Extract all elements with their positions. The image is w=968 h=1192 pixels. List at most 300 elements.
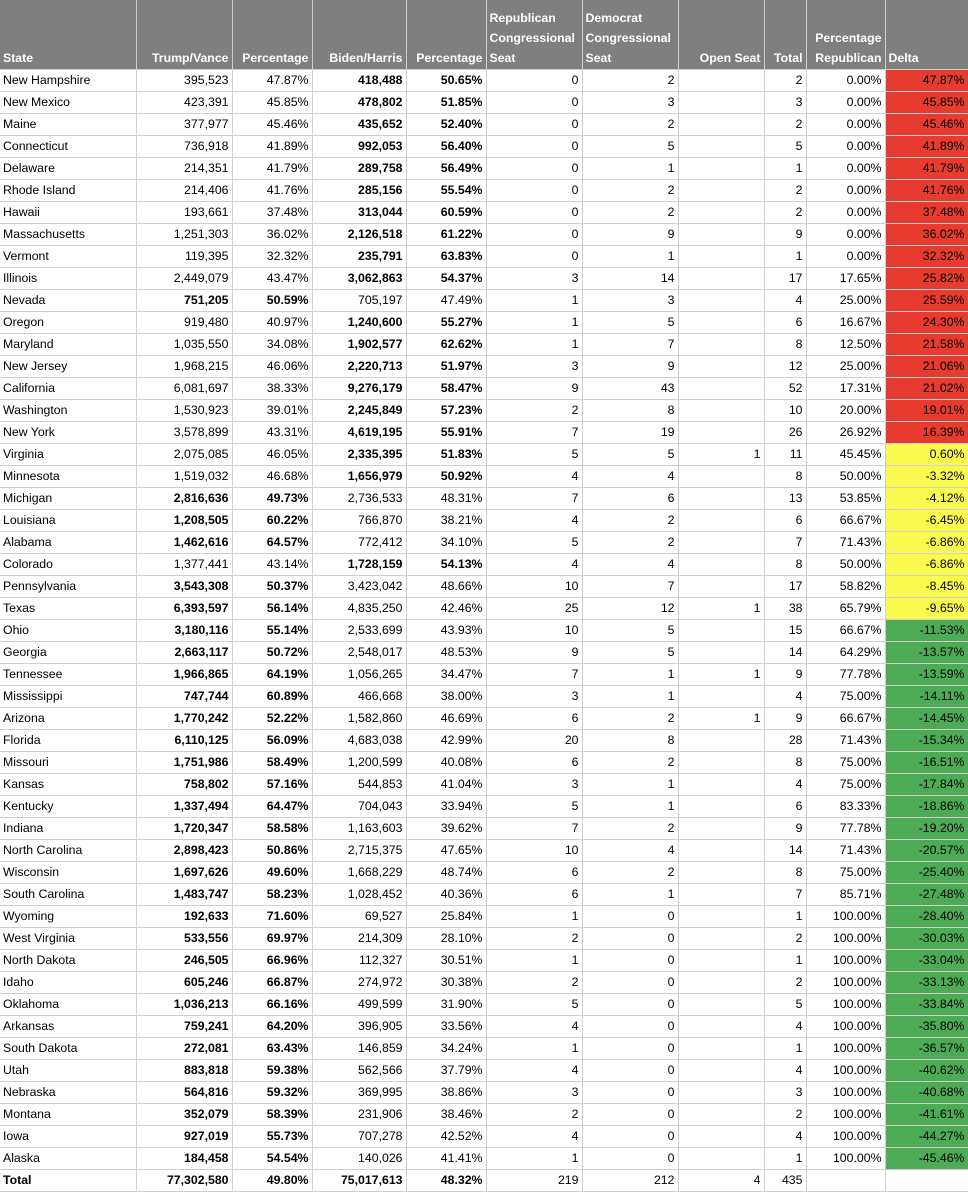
cell-state[interactable]: Rhode Island: [0, 180, 136, 202]
cell-pct-republican[interactable]: 65.79%: [806, 598, 885, 620]
cell-total-seats[interactable]: 38: [764, 598, 806, 620]
cell-delta[interactable]: -6.86%: [885, 554, 968, 576]
cell-dem-seats[interactable]: 9: [582, 356, 678, 378]
cell-dem-seats[interactable]: 0: [582, 994, 678, 1016]
cell-rep-seats[interactable]: 0: [486, 136, 582, 158]
cell-dem-seats[interactable]: 4: [582, 554, 678, 576]
cell-rep-seats[interactable]: 6: [486, 708, 582, 730]
cell-delta[interactable]: 41.79%: [885, 158, 968, 180]
cell-delta[interactable]: 45.85%: [885, 92, 968, 114]
total-trump-pct[interactable]: 49.80%: [232, 1170, 312, 1192]
cell-total-seats[interactable]: 8: [764, 466, 806, 488]
cell-rep-seats[interactable]: 0: [486, 114, 582, 136]
cell-trump-pct[interactable]: 37.48%: [232, 202, 312, 224]
cell-total-seats[interactable]: 1: [764, 1038, 806, 1060]
cell-rep-seats[interactable]: 0: [486, 70, 582, 92]
cell-delta[interactable]: -45.46%: [885, 1148, 968, 1170]
cell-trump-votes[interactable]: 758,802: [136, 774, 232, 796]
cell-dem-seats[interactable]: 3: [582, 290, 678, 312]
cell-biden-pct[interactable]: 50.92%: [406, 466, 486, 488]
cell-total-seats[interactable]: 8: [764, 554, 806, 576]
cell-total-seats[interactable]: 9: [764, 664, 806, 686]
cell-pct-republican[interactable]: 100.00%: [806, 1126, 885, 1148]
cell-delta[interactable]: -14.45%: [885, 708, 968, 730]
cell-biden-votes[interactable]: 544,853: [312, 774, 406, 796]
cell-biden-pct[interactable]: 48.53%: [406, 642, 486, 664]
cell-biden-pct[interactable]: 38.46%: [406, 1104, 486, 1126]
cell-open-seats[interactable]: [678, 1038, 764, 1060]
cell-dem-seats[interactable]: 2: [582, 114, 678, 136]
cell-trump-pct[interactable]: 41.79%: [232, 158, 312, 180]
cell-total-seats[interactable]: 6: [764, 312, 806, 334]
cell-rep-seats[interactable]: 7: [486, 664, 582, 686]
cell-dem-seats[interactable]: 1: [582, 686, 678, 708]
cell-trump-pct[interactable]: 66.96%: [232, 950, 312, 972]
cell-total-seats[interactable]: 5: [764, 994, 806, 1016]
cell-rep-seats[interactable]: 7: [486, 488, 582, 510]
cell-biden-pct[interactable]: 48.74%: [406, 862, 486, 884]
cell-trump-votes[interactable]: 1,751,986: [136, 752, 232, 774]
cell-trump-votes[interactable]: 214,351: [136, 158, 232, 180]
cell-state[interactable]: Pennsylvania: [0, 576, 136, 598]
cell-pct-republican[interactable]: 20.00%: [806, 400, 885, 422]
cell-dem-seats[interactable]: 1: [582, 884, 678, 906]
cell-pct-republican[interactable]: 77.78%: [806, 818, 885, 840]
cell-pct-republican[interactable]: 0.00%: [806, 136, 885, 158]
cell-dem-seats[interactable]: 2: [582, 202, 678, 224]
cell-rep-seats[interactable]: 4: [486, 1016, 582, 1038]
cell-delta[interactable]: 47.87%: [885, 70, 968, 92]
cell-rep-seats[interactable]: 1: [486, 334, 582, 356]
cell-biden-pct[interactable]: 40.08%: [406, 752, 486, 774]
cell-delta[interactable]: -18.86%: [885, 796, 968, 818]
cell-delta[interactable]: -6.45%: [885, 510, 968, 532]
cell-open-seats[interactable]: [678, 290, 764, 312]
cell-state[interactable]: California: [0, 378, 136, 400]
cell-rep-seats[interactable]: 4: [486, 510, 582, 532]
cell-trump-pct[interactable]: 58.23%: [232, 884, 312, 906]
cell-pct-republican[interactable]: 100.00%: [806, 906, 885, 928]
cell-open-seats[interactable]: [678, 92, 764, 114]
cell-trump-votes[interactable]: 6,110,125: [136, 730, 232, 752]
cell-biden-votes[interactable]: 772,412: [312, 532, 406, 554]
cell-trump-votes[interactable]: 2,816,636: [136, 488, 232, 510]
cell-state[interactable]: Wisconsin: [0, 862, 136, 884]
cell-rep-seats[interactable]: 0: [486, 158, 582, 180]
cell-biden-votes[interactable]: 2,220,713: [312, 356, 406, 378]
cell-delta[interactable]: -33.84%: [885, 994, 968, 1016]
cell-trump-votes[interactable]: 747,744: [136, 686, 232, 708]
cell-biden-votes[interactable]: 2,533,699: [312, 620, 406, 642]
cell-state[interactable]: Georgia: [0, 642, 136, 664]
cell-delta[interactable]: -41.61%: [885, 1104, 968, 1126]
cell-dem-seats[interactable]: 7: [582, 576, 678, 598]
cell-pct-republican[interactable]: 50.00%: [806, 466, 885, 488]
cell-open-seats[interactable]: [678, 906, 764, 928]
cell-delta[interactable]: 16.39%: [885, 422, 968, 444]
cell-open-seats[interactable]: [678, 642, 764, 664]
cell-total-seats[interactable]: 4: [764, 686, 806, 708]
cell-dem-seats[interactable]: 2: [582, 532, 678, 554]
cell-biden-votes[interactable]: 766,870: [312, 510, 406, 532]
cell-rep-seats[interactable]: 3: [486, 268, 582, 290]
cell-state[interactable]: Minnesota: [0, 466, 136, 488]
cell-total-seats[interactable]: 4: [764, 290, 806, 312]
total-rep-seats[interactable]: 219: [486, 1170, 582, 1192]
cell-open-seats[interactable]: 1: [678, 664, 764, 686]
cell-trump-pct[interactable]: 46.05%: [232, 444, 312, 466]
cell-trump-votes[interactable]: 119,395: [136, 246, 232, 268]
cell-dem-seats[interactable]: 2: [582, 70, 678, 92]
cell-trump-pct[interactable]: 64.19%: [232, 664, 312, 686]
cell-biden-votes[interactable]: 112,327: [312, 950, 406, 972]
cell-rep-seats[interactable]: 4: [486, 466, 582, 488]
cell-rep-seats[interactable]: 2: [486, 972, 582, 994]
cell-state[interactable]: Utah: [0, 1060, 136, 1082]
cell-rep-seats[interactable]: 0: [486, 92, 582, 114]
cell-biden-pct[interactable]: 50.65%: [406, 70, 486, 92]
cell-dem-seats[interactable]: 5: [582, 312, 678, 334]
cell-state[interactable]: Alaska: [0, 1148, 136, 1170]
cell-biden-votes[interactable]: 1,582,860: [312, 708, 406, 730]
cell-rep-seats[interactable]: 0: [486, 180, 582, 202]
cell-biden-pct[interactable]: 54.37%: [406, 268, 486, 290]
cell-total-seats[interactable]: 11: [764, 444, 806, 466]
cell-dem-seats[interactable]: 9: [582, 224, 678, 246]
cell-total-seats[interactable]: 52: [764, 378, 806, 400]
cell-rep-seats[interactable]: 1: [486, 312, 582, 334]
cell-trump-pct[interactable]: 46.06%: [232, 356, 312, 378]
cell-state[interactable]: Maine: [0, 114, 136, 136]
cell-pct-republican[interactable]: 100.00%: [806, 928, 885, 950]
cell-open-seats[interactable]: [678, 378, 764, 400]
cell-state[interactable]: South Carolina: [0, 884, 136, 906]
cell-total-seats[interactable]: 28: [764, 730, 806, 752]
cell-open-seats[interactable]: [678, 136, 764, 158]
cell-trump-votes[interactable]: 272,081: [136, 1038, 232, 1060]
cell-biden-pct[interactable]: 40.36%: [406, 884, 486, 906]
cell-trump-votes[interactable]: 2,663,117: [136, 642, 232, 664]
cell-pct-republican[interactable]: 75.00%: [806, 752, 885, 774]
cell-trump-votes[interactable]: 1,519,032: [136, 466, 232, 488]
cell-delta[interactable]: -40.62%: [885, 1060, 968, 1082]
header-biden-pct[interactable]: Percentage: [406, 0, 486, 70]
cell-biden-votes[interactable]: 562,566: [312, 1060, 406, 1082]
cell-state[interactable]: Missouri: [0, 752, 136, 774]
cell-pct-republican[interactable]: 75.00%: [806, 774, 885, 796]
cell-trump-votes[interactable]: 2,898,423: [136, 840, 232, 862]
cell-pct-republican[interactable]: 0.00%: [806, 70, 885, 92]
cell-open-seats[interactable]: [678, 334, 764, 356]
cell-biden-votes[interactable]: 1,240,600: [312, 312, 406, 334]
cell-trump-pct[interactable]: 58.39%: [232, 1104, 312, 1126]
cell-delta[interactable]: -20.57%: [885, 840, 968, 862]
cell-open-seats[interactable]: 1: [678, 444, 764, 466]
cell-pct-republican[interactable]: 25.00%: [806, 356, 885, 378]
cell-delta[interactable]: -13.57%: [885, 642, 968, 664]
cell-delta[interactable]: -33.04%: [885, 950, 968, 972]
cell-biden-votes[interactable]: 1,902,577: [312, 334, 406, 356]
cell-total-seats[interactable]: 3: [764, 1082, 806, 1104]
cell-biden-pct[interactable]: 31.90%: [406, 994, 486, 1016]
cell-total-seats[interactable]: 4: [764, 774, 806, 796]
cell-biden-pct[interactable]: 61.22%: [406, 224, 486, 246]
cell-total-seats[interactable]: 2: [764, 70, 806, 92]
cell-trump-pct[interactable]: 50.37%: [232, 576, 312, 598]
cell-open-seats[interactable]: [678, 466, 764, 488]
cell-biden-votes[interactable]: 2,335,395: [312, 444, 406, 466]
cell-total-seats[interactable]: 14: [764, 840, 806, 862]
cell-open-seats[interactable]: [678, 840, 764, 862]
cell-state[interactable]: Washington: [0, 400, 136, 422]
cell-open-seats[interactable]: [678, 686, 764, 708]
cell-rep-seats[interactable]: 6: [486, 884, 582, 906]
cell-dem-seats[interactable]: 5: [582, 444, 678, 466]
cell-biden-pct[interactable]: 47.49%: [406, 290, 486, 312]
cell-delta[interactable]: -44.27%: [885, 1126, 968, 1148]
cell-state[interactable]: Arizona: [0, 708, 136, 730]
cell-trump-pct[interactable]: 47.87%: [232, 70, 312, 92]
cell-pct-republican[interactable]: 75.00%: [806, 686, 885, 708]
cell-trump-votes[interactable]: 6,393,597: [136, 598, 232, 620]
cell-rep-seats[interactable]: 9: [486, 642, 582, 664]
cell-biden-pct[interactable]: 57.23%: [406, 400, 486, 422]
cell-delta[interactable]: 25.82%: [885, 268, 968, 290]
cell-dem-seats[interactable]: 5: [582, 620, 678, 642]
cell-total-seats[interactable]: 13: [764, 488, 806, 510]
cell-delta[interactable]: -28.40%: [885, 906, 968, 928]
cell-total-seats[interactable]: 6: [764, 796, 806, 818]
cell-state[interactable]: Nevada: [0, 290, 136, 312]
cell-trump-pct[interactable]: 64.57%: [232, 532, 312, 554]
cell-rep-seats[interactable]: 5: [486, 796, 582, 818]
cell-pct-republican[interactable]: 100.00%: [806, 1082, 885, 1104]
cell-total-seats[interactable]: 1: [764, 246, 806, 268]
cell-biden-votes[interactable]: 466,668: [312, 686, 406, 708]
cell-trump-pct[interactable]: 58.49%: [232, 752, 312, 774]
cell-total-seats[interactable]: 9: [764, 708, 806, 730]
cell-biden-votes[interactable]: 1,028,452: [312, 884, 406, 906]
cell-open-seats[interactable]: [678, 114, 764, 136]
cell-trump-votes[interactable]: 3,578,899: [136, 422, 232, 444]
cell-open-seats[interactable]: [678, 1082, 764, 1104]
cell-biden-pct[interactable]: 55.54%: [406, 180, 486, 202]
cell-rep-seats[interactable]: 3: [486, 774, 582, 796]
cell-trump-votes[interactable]: 395,523: [136, 70, 232, 92]
cell-biden-votes[interactable]: 2,245,849: [312, 400, 406, 422]
cell-open-seats[interactable]: [678, 1126, 764, 1148]
cell-rep-seats[interactable]: 4: [486, 1060, 582, 1082]
cell-biden-pct[interactable]: 51.85%: [406, 92, 486, 114]
cell-open-seats[interactable]: [678, 202, 764, 224]
cell-trump-votes[interactable]: 192,633: [136, 906, 232, 928]
cell-trump-pct[interactable]: 59.38%: [232, 1060, 312, 1082]
cell-dem-seats[interactable]: 0: [582, 950, 678, 972]
cell-biden-pct[interactable]: 47.65%: [406, 840, 486, 862]
cell-trump-pct[interactable]: 58.58%: [232, 818, 312, 840]
cell-open-seats[interactable]: [678, 774, 764, 796]
cell-total-seats[interactable]: 1: [764, 906, 806, 928]
cell-trump-votes[interactable]: 564,816: [136, 1082, 232, 1104]
cell-rep-seats[interactable]: 0: [486, 224, 582, 246]
cell-biden-votes[interactable]: 214,309: [312, 928, 406, 950]
cell-total-seats[interactable]: 1: [764, 950, 806, 972]
cell-open-seats[interactable]: [678, 884, 764, 906]
cell-pct-republican[interactable]: 100.00%: [806, 950, 885, 972]
cell-total-seats[interactable]: 2: [764, 928, 806, 950]
cell-state[interactable]: West Virginia: [0, 928, 136, 950]
cell-biden-pct[interactable]: 56.40%: [406, 136, 486, 158]
cell-state[interactable]: Massachusetts: [0, 224, 136, 246]
cell-delta[interactable]: 21.58%: [885, 334, 968, 356]
cell-rep-seats[interactable]: 1: [486, 950, 582, 972]
cell-trump-votes[interactable]: 2,075,085: [136, 444, 232, 466]
cell-state[interactable]: Indiana: [0, 818, 136, 840]
cell-biden-votes[interactable]: 140,026: [312, 1148, 406, 1170]
cell-biden-pct[interactable]: 34.10%: [406, 532, 486, 554]
cell-trump-votes[interactable]: 1,462,616: [136, 532, 232, 554]
cell-trump-pct[interactable]: 40.97%: [232, 312, 312, 334]
cell-trump-pct[interactable]: 34.08%: [232, 334, 312, 356]
cell-pct-republican[interactable]: 26.92%: [806, 422, 885, 444]
cell-biden-votes[interactable]: 1,163,603: [312, 818, 406, 840]
cell-biden-votes[interactable]: 4,619,195: [312, 422, 406, 444]
cell-pct-republican[interactable]: 100.00%: [806, 1016, 885, 1038]
cell-biden-votes[interactable]: 1,056,265: [312, 664, 406, 686]
cell-delta[interactable]: 21.02%: [885, 378, 968, 400]
cell-trump-votes[interactable]: 1,966,865: [136, 664, 232, 686]
cell-pct-republican[interactable]: 53.85%: [806, 488, 885, 510]
cell-trump-votes[interactable]: 1,035,550: [136, 334, 232, 356]
cell-open-seats[interactable]: [678, 158, 764, 180]
cell-open-seats[interactable]: [678, 180, 764, 202]
cell-dem-seats[interactable]: 5: [582, 642, 678, 664]
cell-delta[interactable]: 36.02%: [885, 224, 968, 246]
cell-pct-republican[interactable]: 25.00%: [806, 290, 885, 312]
cell-delta[interactable]: 0.60%: [885, 444, 968, 466]
cell-trump-pct[interactable]: 49.60%: [232, 862, 312, 884]
cell-pct-republican[interactable]: 17.31%: [806, 378, 885, 400]
cell-rep-seats[interactable]: 0: [486, 202, 582, 224]
cell-biden-votes[interactable]: 418,488: [312, 70, 406, 92]
cell-delta[interactable]: 24.30%: [885, 312, 968, 334]
cell-total-seats[interactable]: 26: [764, 422, 806, 444]
cell-rep-seats[interactable]: 3: [486, 686, 582, 708]
header-open-seat[interactable]: Open Seat: [678, 0, 764, 70]
cell-trump-pct[interactable]: 63.43%: [232, 1038, 312, 1060]
cell-pct-republican[interactable]: 45.45%: [806, 444, 885, 466]
cell-state[interactable]: Louisiana: [0, 510, 136, 532]
cell-trump-pct[interactable]: 69.97%: [232, 928, 312, 950]
cell-dem-seats[interactable]: 12: [582, 598, 678, 620]
cell-state[interactable]: New Hampshire: [0, 70, 136, 92]
cell-biden-votes[interactable]: 2,548,017: [312, 642, 406, 664]
cell-pct-republican[interactable]: 100.00%: [806, 1104, 885, 1126]
cell-dem-seats[interactable]: 1: [582, 246, 678, 268]
cell-pct-republican[interactable]: 85.71%: [806, 884, 885, 906]
cell-trump-pct[interactable]: 41.76%: [232, 180, 312, 202]
cell-biden-votes[interactable]: 707,278: [312, 1126, 406, 1148]
cell-trump-pct[interactable]: 60.22%: [232, 510, 312, 532]
cell-trump-votes[interactable]: 2,449,079: [136, 268, 232, 290]
cell-biden-pct[interactable]: 30.51%: [406, 950, 486, 972]
cell-delta[interactable]: 45.46%: [885, 114, 968, 136]
cell-state[interactable]: Kansas: [0, 774, 136, 796]
cell-total-seats[interactable]: 7: [764, 884, 806, 906]
header-trump[interactable]: Trump/Vance: [136, 0, 232, 70]
cell-dem-seats[interactable]: 7: [582, 334, 678, 356]
cell-dem-seats[interactable]: 0: [582, 1104, 678, 1126]
cell-rep-seats[interactable]: 7: [486, 422, 582, 444]
cell-trump-pct[interactable]: 66.87%: [232, 972, 312, 994]
cell-pct-republican[interactable]: 0.00%: [806, 114, 885, 136]
cell-rep-seats[interactable]: 5: [486, 444, 582, 466]
cell-total-seats[interactable]: 2: [764, 1104, 806, 1126]
cell-trump-votes[interactable]: 214,406: [136, 180, 232, 202]
cell-state[interactable]: Hawaii: [0, 202, 136, 224]
cell-total-seats[interactable]: 1: [764, 158, 806, 180]
cell-pct-republican[interactable]: 0.00%: [806, 92, 885, 114]
cell-state[interactable]: Wyoming: [0, 906, 136, 928]
cell-biden-pct[interactable]: 33.94%: [406, 796, 486, 818]
cell-total-seats[interactable]: 8: [764, 862, 806, 884]
cell-dem-seats[interactable]: 19: [582, 422, 678, 444]
cell-trump-pct[interactable]: 71.60%: [232, 906, 312, 928]
cell-rep-seats[interactable]: 2: [486, 1104, 582, 1126]
cell-delta[interactable]: -27.48%: [885, 884, 968, 906]
cell-dem-seats[interactable]: 5: [582, 136, 678, 158]
cell-state[interactable]: Florida: [0, 730, 136, 752]
cell-state[interactable]: Michigan: [0, 488, 136, 510]
cell-trump-votes[interactable]: 1,208,505: [136, 510, 232, 532]
cell-rep-seats[interactable]: 4: [486, 554, 582, 576]
cell-biden-votes[interactable]: 396,905: [312, 1016, 406, 1038]
cell-total-seats[interactable]: 8: [764, 752, 806, 774]
total-trump-votes[interactable]: 77,302,580: [136, 1170, 232, 1192]
cell-trump-votes[interactable]: 1,337,494: [136, 796, 232, 818]
cell-trump-votes[interactable]: 1,483,747: [136, 884, 232, 906]
cell-trump-pct[interactable]: 39.01%: [232, 400, 312, 422]
cell-pct-republican[interactable]: 83.33%: [806, 796, 885, 818]
cell-pct-republican[interactable]: 0.00%: [806, 158, 885, 180]
cell-open-seats[interactable]: [678, 576, 764, 598]
cell-dem-seats[interactable]: 0: [582, 1126, 678, 1148]
cell-trump-pct[interactable]: 32.32%: [232, 246, 312, 268]
cell-biden-pct[interactable]: 51.97%: [406, 356, 486, 378]
cell-biden-pct[interactable]: 30.38%: [406, 972, 486, 994]
cell-total-seats[interactable]: 4: [764, 1060, 806, 1082]
cell-total-seats[interactable]: 3: [764, 92, 806, 114]
cell-rep-seats[interactable]: 1: [486, 1148, 582, 1170]
cell-delta[interactable]: -17.84%: [885, 774, 968, 796]
cell-total-seats[interactable]: 17: [764, 576, 806, 598]
total-dem-seats[interactable]: 212: [582, 1170, 678, 1192]
cell-trump-votes[interactable]: 605,246: [136, 972, 232, 994]
cell-trump-votes[interactable]: 759,241: [136, 1016, 232, 1038]
cell-delta[interactable]: 21.06%: [885, 356, 968, 378]
cell-biden-pct[interactable]: 25.84%: [406, 906, 486, 928]
cell-biden-pct[interactable]: 38.21%: [406, 510, 486, 532]
cell-pct-republican[interactable]: 17.65%: [806, 268, 885, 290]
cell-pct-republican[interactable]: 66.67%: [806, 708, 885, 730]
header-delta[interactable]: Delta: [885, 0, 968, 70]
cell-dem-seats[interactable]: 3: [582, 92, 678, 114]
cell-delta[interactable]: -30.03%: [885, 928, 968, 950]
cell-biden-pct[interactable]: 54.13%: [406, 554, 486, 576]
cell-state[interactable]: Oregon: [0, 312, 136, 334]
cell-trump-votes[interactable]: 193,661: [136, 202, 232, 224]
cell-biden-votes[interactable]: 1,200,599: [312, 752, 406, 774]
